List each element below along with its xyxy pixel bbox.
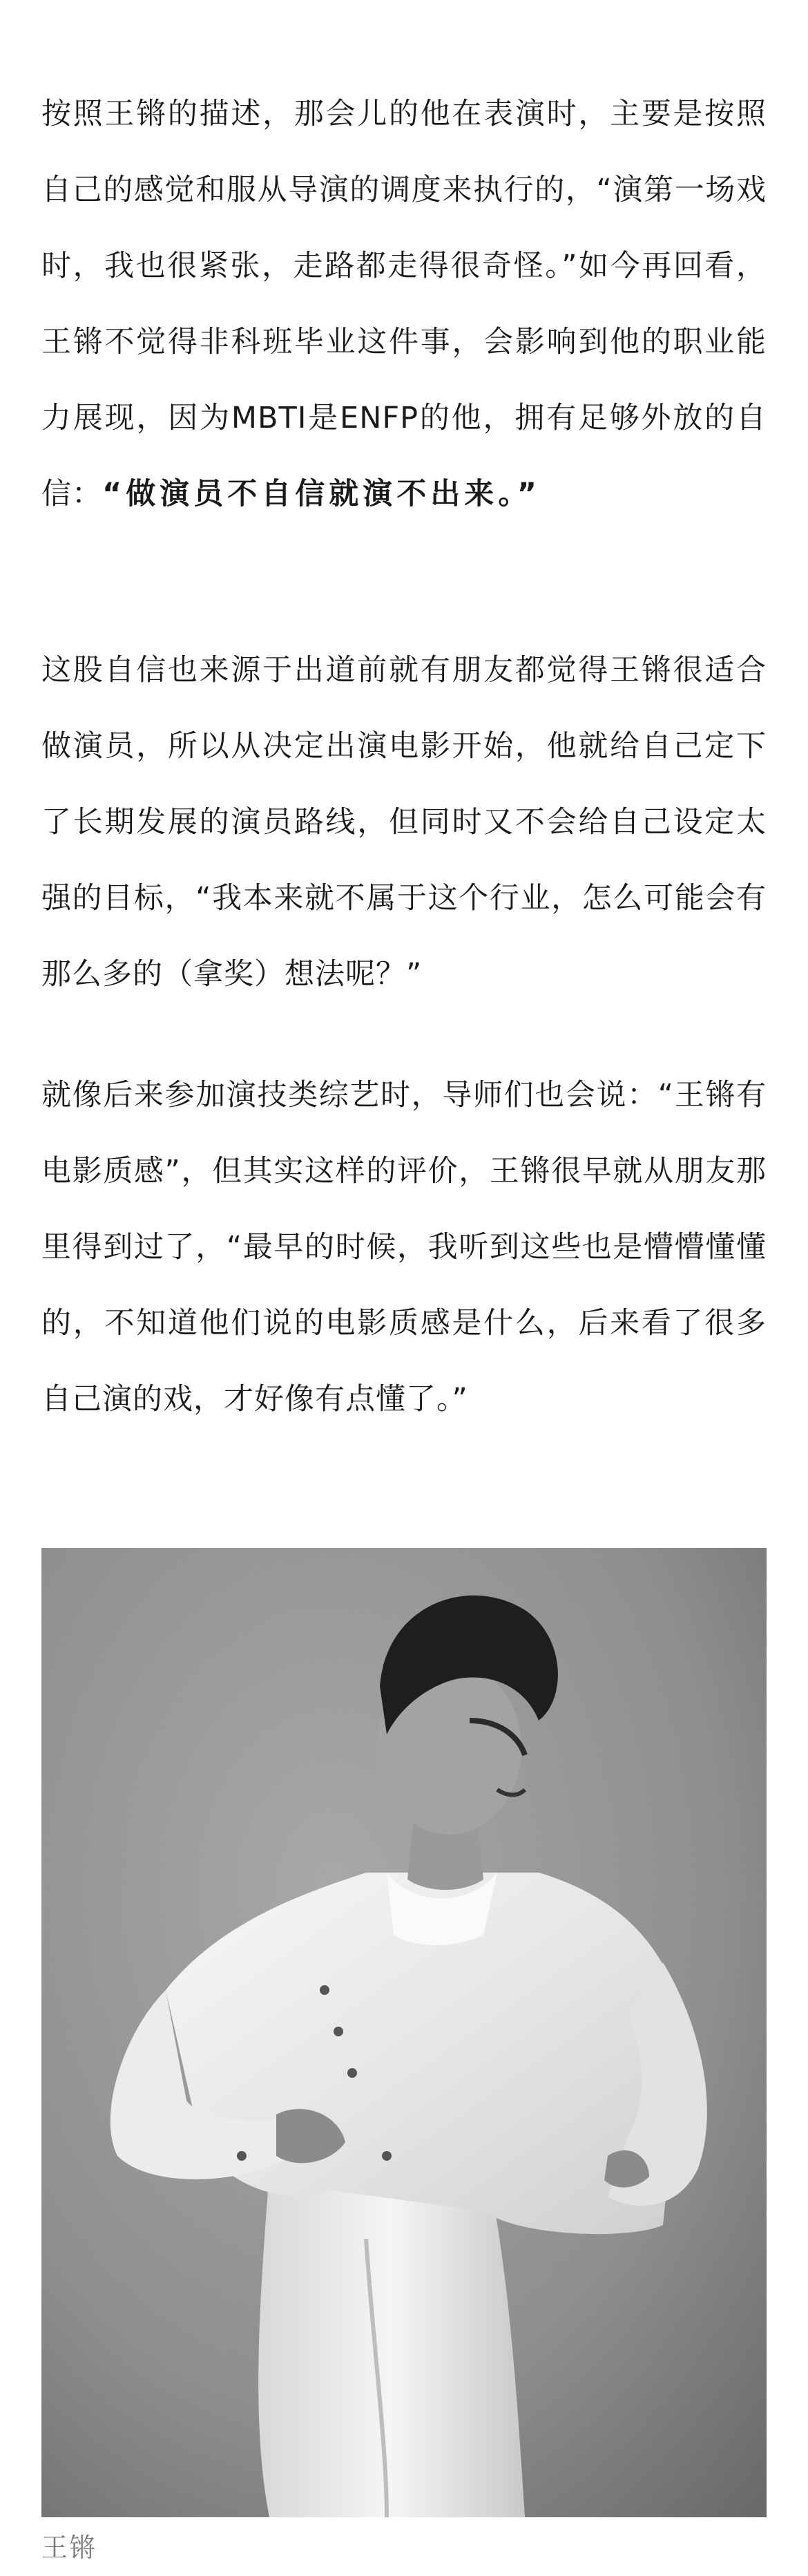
paragraph-2 [41,632,767,1012]
paragraph-3-text: 就像后来参加演技类综艺时，导师们也会说：“王锵有电影质感”，但其实这样的评价，王锵很早就从朋友那里得到过了，“最早的时候，我听到这些也是懵懵懂懂的，不知道他们说的电影质感是什么，后来看了很多自己演的戏，才好像有点懂了。” [41,1078,767,1417]
paragraph-2-text: 这股自信也来源于出道前就有朋友都觉得王锵很适合做演员，所以从决定出演电影开始，他就给自己定下了长期发展的演员路线，但同时又不会给自己设定太强的目标，“我本来就不属于这个行业，怎么可能会有那么多的（拿奖）想法呢？” [41,653,767,992]
paragraph-3 [41,1057,767,1437]
paragraph-1-bold-quote: “做演员不自信就演不出来。” [102,477,541,511]
paragraph-1 [41,76,767,532]
paragraph-1-text: 按照王锵的描述，那会儿的他在表演时，主要是按照自己的感觉和服从导演的调度来执行的，“演第一场戏时，我也很紧张，走路都走得很奇怪。”如今再回看，王锵不觉得非科班毕业这件事，会影响到他的职业能力展现，因为MBTI是ENFP的他，拥有足够外放的自信： [41,97,767,511]
portrait-photo-image [41,1548,767,2517]
photo-caption: 王锵 [41,2532,97,2563]
portrait-photo [41,1548,767,2517]
